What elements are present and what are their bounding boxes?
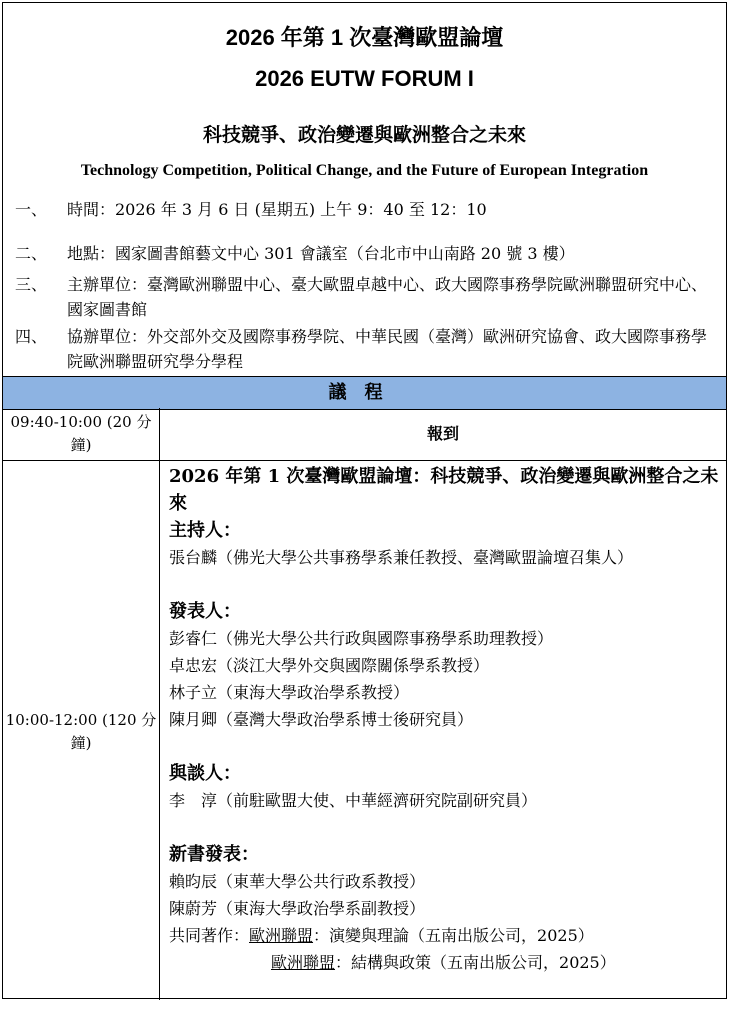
info-venue	[15, 241, 717, 266]
info-co-organizers	[15, 324, 717, 374]
agenda-header: 議程	[3, 376, 726, 410]
book-line	[169, 949, 724, 976]
agenda-document	[2, 2, 727, 999]
info-num: 四、	[15, 327, 48, 346]
row-divider	[3, 460, 726, 461]
moderator-label: 主持人：	[169, 520, 241, 541]
coauthored-label: 共同著作：	[169, 926, 250, 945]
info-num: 一、	[15, 200, 48, 219]
book-series: 歐洲聯盟	[271, 953, 336, 972]
title-zh: 2026 年第 1 次臺灣歐盟論壇	[225, 25, 504, 50]
presenter: 卓忠宏（淡江大學外交與國際關係學系教授）	[169, 656, 490, 675]
info-text: 時間：2026 年 3 月 6 日 (星期五) 上午 9：40 至 12：10	[67, 200, 487, 219]
row1-time: 09:40-10:00 (20 分鐘)	[10, 413, 152, 454]
presenters-label: 發表人：	[169, 601, 241, 622]
discussant-label: 與談人：	[169, 763, 241, 784]
column-divider	[159, 408, 160, 1000]
row2-time: 10:00-12:00 (120 分鐘)	[5, 711, 157, 752]
row1-content: 報到	[426, 424, 459, 443]
info-text: 地點：國家圖書館藝文中心 301 會議室（台北市中山南路 20 號 3 樓）	[67, 244, 575, 263]
book-title: ：結構與政策（五南出版公司，2025）	[335, 953, 616, 972]
subtitle-zh: 科技競爭、政治變遷與歐洲整合之未來	[202, 124, 526, 146]
info-num: 三、	[15, 275, 48, 294]
subtitle-en: Technology Competition, Political Change, and the Future of European Integration	[80, 162, 649, 179]
moderator: 張台麟（佛光大學公共事務學系兼任教授、臺灣歐盟論壇召集人）	[169, 548, 634, 567]
book-line	[169, 922, 724, 949]
discussant: 李 淳（前駐歐盟大使、中華經濟研究院副研究員）	[169, 791, 538, 810]
info-text: 協辦單位：外交部外交及國際事務學院、中華民國（臺灣）歐洲研究協會、政大國際事務學院歐洲聯盟研究學分學程	[67, 327, 708, 371]
info-time	[15, 197, 717, 222]
presenter: 陳月卿（臺灣大學政治學系博士後研究員）	[169, 710, 474, 729]
author: 陳蔚芳（東海大學政治學系副教授）	[169, 899, 426, 918]
info-text: 主辦單位：臺灣歐洲聯盟中心、臺大歐盟卓越中心、政大國際事務學院歐洲聯盟研究中心、國家圖書館	[67, 275, 708, 319]
info-organizers	[15, 272, 717, 322]
book-series: 歐洲聯盟	[249, 926, 314, 945]
title-en: 2026 EUTW FORUM I	[255, 66, 474, 91]
book-title: ：演變與理論（五南出版公司，2025）	[313, 926, 594, 945]
book-launch-label: 新書發表：	[169, 844, 259, 865]
session-title: 2026 年第 1 次臺灣歐盟論壇：科技競爭、政治變遷與歐洲整合之未來	[169, 466, 719, 514]
info-num: 二、	[15, 244, 48, 263]
presenter: 彭睿仁（佛光大學公共行政與國際事務學系助理教授）	[169, 629, 554, 648]
row2-content	[169, 463, 724, 976]
presenter: 林子立（東海大學政治學系教授）	[169, 683, 410, 702]
author: 賴昀辰（東華大學公共行政系教授）	[169, 872, 426, 891]
